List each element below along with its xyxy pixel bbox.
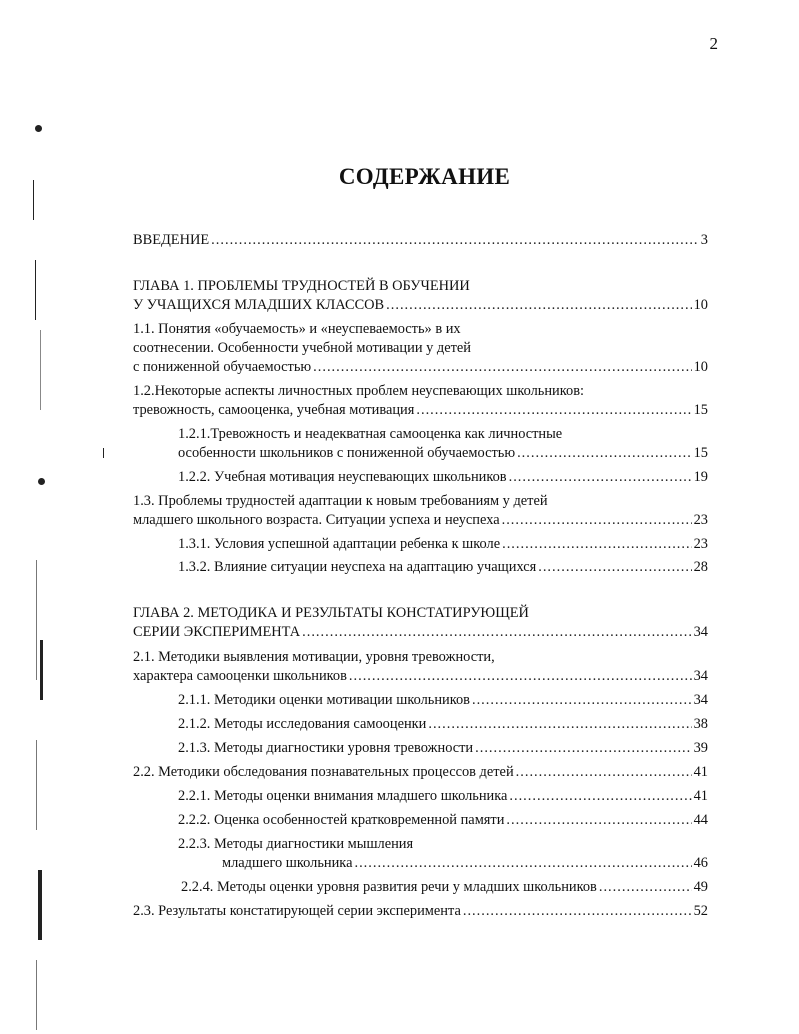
toc-entry-1-1[interactable] (133, 358, 708, 376)
toc-entry-title: СЕРИИ ЭКСПЕРИМЕНТА (133, 624, 301, 640)
toc-entry-2-1-1[interactable] (178, 691, 708, 709)
toc-entry-2-3[interactable] (133, 902, 708, 920)
toc-entry-page: 10 (693, 297, 708, 313)
toc-entry-2-2-1[interactable] (178, 787, 708, 805)
dot-leader (516, 763, 692, 781)
toc-entry-title: младшего школьного возраста. Ситуации успеха и неуспеха (133, 512, 500, 528)
toc-entry-page: 3 (700, 232, 708, 248)
toc-entry-title: тревожность, самооценка, учебная мотивация (133, 402, 415, 418)
toc-entry-1-1-line1[interactable] (133, 320, 708, 338)
dot-leader (349, 667, 692, 685)
toc-entry-page: 15 (693, 402, 708, 418)
scan-artifact-line (35, 260, 36, 320)
toc-entry-title: с пониженной обучаемостью (133, 359, 312, 375)
toc-entry-title: соотнесении. Особенности учебной мотивации у детей (133, 340, 472, 356)
toc-entry-1-2-1-line1[interactable] (178, 425, 708, 443)
toc-entry-1-3-1[interactable] (178, 535, 708, 553)
toc-entry-1-2[interactable] (133, 401, 708, 419)
toc-entry-title: ГЛАВА 2. МЕТОДИКА И РЕЗУЛЬТАТЫ КОНСТАТИРУЮЩЕЙ (133, 605, 529, 621)
scan-artifact-line (36, 740, 37, 830)
toc-entry-page: 49 (693, 879, 708, 895)
toc-entry-2-2[interactable] (133, 763, 708, 781)
toc-entry-2-2-3[interactable] (222, 854, 708, 872)
toc-entry-1-2-2[interactable] (178, 468, 708, 486)
dot-leader (599, 878, 692, 896)
toc-entry-title: 2.2.3. Методы диагностики мышления (178, 836, 414, 852)
scan-artifact-line (103, 448, 104, 458)
toc-entry-2-1-3[interactable] (178, 739, 708, 757)
toc-entry-page: 34 (693, 692, 708, 708)
toc-entry-title: характера самооценки школьников (133, 668, 347, 684)
toc-entry-title: У УЧАЩИХСЯ МЛАДШИХ КЛАССОВ (133, 297, 385, 313)
scan-artifact-line (38, 870, 42, 940)
toc-entry-page: 23 (693, 512, 708, 528)
toc-entry-page: 46 (693, 855, 708, 871)
dot-leader (502, 535, 692, 553)
toc-entry-page: 44 (693, 812, 708, 828)
dot-leader (509, 787, 691, 805)
toc-entry-chapter-1-line1[interactable] (133, 277, 708, 295)
toc-entry-page: 19 (693, 469, 708, 485)
toc-entry-title: ВВЕДЕНИЕ (133, 232, 210, 248)
page-number: 2 (709, 34, 718, 53)
dot-leader (302, 623, 691, 641)
toc-entry-page: 10 (693, 359, 708, 375)
toc-entry-1-3-2[interactable] (178, 558, 708, 576)
dot-leader (386, 296, 691, 314)
toc-entry-title: ГЛАВА 1. ПРОБЛЕМЫ ТРУДНОСТЕЙ В ОБУЧЕНИИ (133, 278, 470, 294)
toc-entry-title: 1.3.1. Условия успешной адаптации ребенка к школе (178, 536, 501, 552)
toc-entry-title: 1.2.Некоторые аспекты личностных проблем неуспевающих школьников: (133, 383, 584, 399)
toc-entry-page: 41 (693, 764, 708, 780)
toc-entry-title: 2.2.1. Методы оценки внимания младшего школьника (178, 788, 508, 804)
toc-entry-title: 2.2.2. Оценка особенностей кратковременной памяти (178, 812, 505, 828)
dot-leader (472, 691, 692, 709)
dot-leader (416, 401, 691, 419)
scan-artifact-dot (38, 478, 45, 485)
dot-leader (517, 444, 692, 462)
toc-entry-chapter-2[interactable] (133, 623, 708, 641)
scan-artifact-line (36, 960, 37, 1030)
toc-entry-title: 2.1.2. Методы исследования самооценки (178, 716, 427, 732)
scan-artifact-line (40, 330, 41, 410)
toc-entry-title: 1.3.2. Влияние ситуации неуспеха на адаптацию учащихся (178, 559, 537, 575)
toc-entry-2-2-2[interactable] (178, 811, 708, 829)
toc-entry-intro[interactable] (133, 231, 708, 249)
toc-entry-1-3-line1[interactable] (133, 492, 708, 510)
toc-entry-page: 34 (693, 624, 708, 640)
toc-entry-title: 2.1.1. Методики оценки мотивации школьников (178, 692, 470, 708)
toc-entry-title: 1.2.2. Учебная мотивация неуспевающих школьников (178, 469, 507, 485)
toc-entry-title: 2.2.4. Методы оценки уровня развития речи у младших школьников (181, 879, 597, 895)
toc-entry-title: 2.1.3. Методы диагностики уровня тревожности (178, 740, 474, 756)
toc-entry-title: 1.1. Понятия «обучаемость» и «неуспеваемость» в их (133, 321, 461, 337)
toc-entry-2-2-3-line1[interactable] (178, 835, 708, 853)
scan-artifact-line (40, 640, 43, 700)
toc-entry-page: 41 (693, 788, 708, 804)
toc-entry-title: 2.2. Методики обследования познавательных процессов детей (133, 764, 514, 780)
toc-entry-page: 39 (693, 740, 708, 756)
toc-entry-title: 2.1. Методики выявления мотивации, уровня тревожности, (133, 649, 495, 665)
toc-entry-title: особенности школьников с пониженной обучаемостью (178, 445, 516, 461)
toc-entry-title: 1.2.1.Тревожность и неадекватная самооценка как личностные (178, 426, 563, 442)
dot-leader (428, 715, 691, 733)
toc-entry-1-2-1[interactable] (178, 444, 708, 462)
toc-entry-page: 52 (693, 903, 708, 919)
toc-entry-chapter-1[interactable] (133, 296, 708, 314)
toc-entry-title: 1.3. Проблемы трудностей адаптации к новым требованиям у детей (133, 493, 548, 509)
dot-leader (538, 558, 691, 576)
page-title: СОДЕРЖАНИЕ (338, 164, 511, 189)
toc-entry-page: 34 (693, 668, 708, 684)
toc-entry-page: 23 (693, 536, 708, 552)
toc-entry-2-2-4[interactable] (181, 878, 708, 896)
toc-entry-1-3[interactable] (133, 511, 708, 529)
toc-entry-title: 2.3. Результаты констатирующей серии эксперимента (133, 903, 461, 919)
toc-entry-page: 15 (693, 445, 708, 461)
dot-leader (475, 739, 691, 757)
dot-leader (506, 811, 691, 829)
dot-leader (502, 511, 692, 529)
scan-artifact-line (33, 180, 34, 220)
toc-entry-title: младшего школьника (222, 855, 353, 871)
dot-leader (211, 231, 699, 249)
toc-entry-2-1[interactable] (133, 667, 708, 685)
dot-leader (313, 358, 691, 376)
toc-entry-page: 28 (693, 559, 708, 575)
toc-entry-2-1-2[interactable] (178, 715, 708, 733)
scan-artifact-dot (35, 125, 42, 132)
dot-leader (509, 468, 692, 486)
toc-entry-page: 38 (693, 716, 708, 732)
scan-artifact-line (36, 560, 37, 680)
toc-entry-2-1-line1[interactable] (133, 648, 708, 666)
dot-leader (463, 902, 692, 920)
dot-leader (354, 854, 691, 872)
toc-entry-1-1-line2[interactable] (133, 339, 708, 357)
toc-entry-chapter-2-line1[interactable] (133, 604, 708, 622)
toc-entry-1-2-line1[interactable] (133, 382, 708, 400)
